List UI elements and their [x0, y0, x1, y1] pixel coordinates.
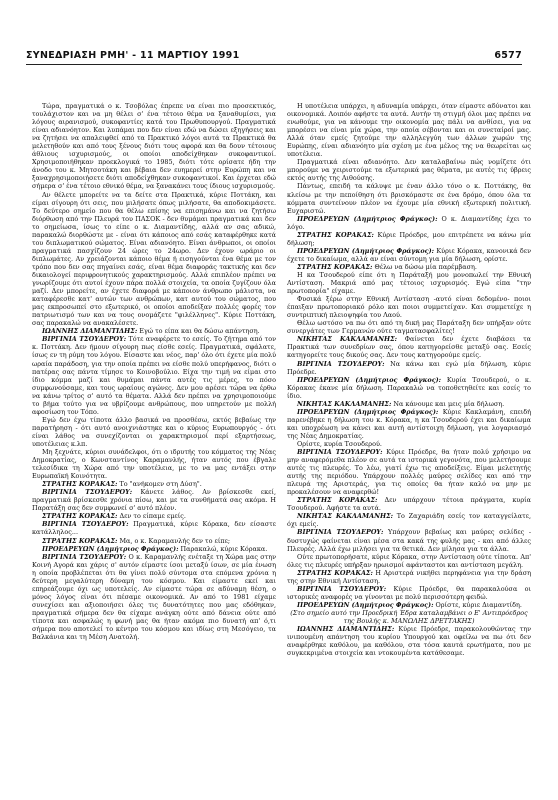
paragraph	[287, 295, 531, 319]
paragraph-text: Ο κ. Διαμαντίδης έχει το λόγο.	[287, 214, 531, 231]
left-column	[32, 102, 276, 782]
session-title: ΣΥΝΕΔΡΙΑΣΗ ΡΜΗ' - 11 ΜΑΡΤΙΟΥ 1991	[26, 50, 240, 61]
paragraph	[287, 512, 531, 528]
speaker-name: ΠΡΟΕΔΡΕΥΩΝ (Δημήτριος Φράγκος):	[297, 246, 435, 255]
paragraph	[287, 231, 531, 247]
right-column	[287, 102, 531, 782]
paragraph-text: Κύριε Πρόεδρε, παρακολουθώντας την ινιπουμένη απάντηση του κυρίου Υπουργού και οφείλω να πω ότι δεν αναφέρθηκε καθόλου, μα καθόλου, στα τόσα καυτά ερωτήματα, που με συγκεκριμένα στοιχεία και ντοκουμέντα κατάθεσαμε.	[287, 625, 531, 658]
header-rule	[26, 64, 522, 65]
paragraph-text: Δεν υπάρχουν τέτοια πράγματα, κυρία Τσουδερού. Αφήστε τα αυτά.	[287, 496, 531, 513]
paragraph-text: Η υποτέλεια υπάρχει, η αδυναμία υπάρχει, όταν είμαστε αδύνατοι και οικονομικά. Λοιπόν αφήστε τα αυτά. Αυτήν τη στιγμή όλοι μας πρέπει να ενωθούμε, για να κάνουμε την οικονομία μας πάλι να ανθίσει, για να μπορέσει να είναι μία χώρα, την οποία σέβονται και οι συνεταίροί μας. Αλλά όταν εμείς ζητούμε την αλληλεγγύη των άλλων χωρών της Ευρώπης, είναι αδιανόητο μία σχέση με ένα μέλος της να θεωρείται ως υποτέλεια.	[287, 102, 531, 159]
speaker-name: ΒΙΡΓΙΝΙΑ ΤΣΟΥΔΕΡΟΥ:	[297, 584, 387, 593]
speaker-name: ΠΡΟΕΔΡΕΥΩΝ (Δημήτριος Φράγκος):	[42, 544, 179, 553]
paragraph	[287, 102, 531, 158]
paragraph-text: Θέλω ωστόσο να πω ότι από τη δική μας Παράταξη δεν υπήρξαν ούτε συνεργάτες των Γερμανών ούτε ταγματασφαλίτες!	[287, 319, 531, 336]
paragraph	[32, 102, 276, 191]
paragraph-text: Φυσικά ξέρω στην Εθνική Αντίσταση -αυτό είναι δεδομένο- ποιοι έπαιξαν πρωτοποριακό ρόλο και ποιοι συμμετείχαν. Και συμμετείχε η συντριπτική πλειοψηφία του Λαού.	[287, 295, 531, 320]
paragraph	[287, 319, 531, 335]
paragraph	[32, 448, 276, 480]
paragraph-text: Εγώ το είπα και θα δώσω απάντηση.	[139, 327, 260, 336]
speaker-name: ΠΡΟΕΔΡΕΥΩΝ (Δημήτριος Φράγκος):	[297, 214, 438, 223]
speaker-name: ΒΙΡΓΙΝΙΑ ΤΣΟΥΔΕΡΟΥ:	[42, 335, 127, 344]
paragraph-text: Κάνετε λάθος. Αν βρίσκεσθε εκεί, πραγματικά βρίσκεσθε χρόνια πίσω, και με τα συνθήματά σας ακόμα. Η Παρατάξη σας δεν συμφωνεί σ' αυτό πλέον.	[32, 488, 276, 513]
speaker-name: ΣΤΡΑΤΗΣ ΚΟΡΑΚΑΣ:	[42, 480, 118, 489]
paragraph	[32, 537, 276, 545]
paragraph-text: Φαίνεται δεν έχετε διαβάσει τα Πρακτικά των συνεδρίων σας, όπου κατηγορείσθε μεταξύ σας. Εσείς κατηγορείτε τους δικούς σας. Δεν τους κατηγορούμε εμείς.	[287, 335, 531, 360]
paragraph-text: Μα, ο κ. Καραμανλής δεν το είπε;	[119, 536, 231, 545]
paragraph-text: Κύριε Πρόεδρε, μου επιτρέπετε να κάνω μία δήλωση;	[287, 230, 531, 247]
paragraph-text: Μη ξεχνάτε, κύριοι συνάδελφοι, ότι ο ιδρυτής του κόμματος της Νέας Δημοκρατίας, ο Κωνσταντίνος Καραμανλής, ήταν αυτός που έβγαλε τελεσίδικα τη Χώρα από την υποτέλεια, με το να μας εντάξει στην Ευρωπαϊκή Κοινότητα.	[32, 448, 276, 481]
paragraph	[287, 553, 531, 569]
speaker-name: ΙΩΑΝΝΗΣ ΔΙΑΜΑΝΤΙΔΗΣ:	[297, 625, 395, 634]
paragraph	[287, 263, 531, 271]
paragraph	[287, 609, 531, 625]
paragraph-text: Θέλω να δώσω μία παρέμβαση.	[374, 262, 477, 271]
paragraph-text: Ούτε πρωτοπορήσατε, κύριε Κόρακα, στην Αντίσταση ούτε τίποτα. Απ' όλες τις πλευρές υπήρξαν ηρωισμοί αφάνταστοι και αντίσταση μεγάλη.	[287, 552, 531, 569]
paragraph	[287, 569, 531, 585]
speaker-name: ΒΙΡΓΙΝΙΑ ΤΣΟΥΔΕΡΟΥ:	[297, 528, 384, 537]
speaker-name: ΒΙΡΓΙΝΙΑ ΤΣΟΥΔΕΡΟΥ:	[42, 488, 133, 497]
paragraph-text: Πραγματικά, κύριε Κόρακα, δεν είσαστε κατάλληλος...	[32, 520, 276, 537]
paragraph-text: Ορίστε, κυρία Τσουδερού.	[297, 439, 382, 448]
paragraph-text: Δεν το είπαμε εμείς.	[119, 512, 186, 521]
paragraph-text: Το Ζαχαριάδη εσείς τον καταγγείλατε, όχι εμείς.	[287, 512, 531, 529]
speaker-name: ΠΡΟΕΔΡΕΥΩΝ (Δημήτριος Φράγκος):	[297, 407, 439, 416]
speaker-name: ΒΙΡΓΙΝΙΑ ΤΣΟΥΔΕΡΟΥ:	[42, 552, 127, 561]
paragraph	[287, 335, 531, 359]
speaker-name: ΠΡΟΕΔΡΕΥΩΝ (Δημήτριος Φράγκος):	[297, 600, 434, 609]
speaker-name: ΒΙΡΓΙΝΙΑ ΤΣΟΥΔΕΡΟΥ:	[297, 359, 385, 368]
speaker-name: ΒΙΡΓΙΝΙΑ ΤΣΟΥΔΕΡΟΥ:	[297, 448, 383, 457]
paragraph	[287, 448, 531, 496]
paragraph	[32, 416, 276, 448]
paragraph-text: Υπάρχουν βεβαίως και μαύρες σελίδες - δυστυχώς φαίνεται είναι μέσα στα κακά της φυλής μας - και από άλλες Πλευρές. Αλλά έχω μιλήσει για τα θετικά. Δεν μίλησα για τα άλλα.	[287, 528, 531, 553]
paragraph	[32, 520, 276, 536]
paragraph	[287, 158, 531, 182]
paragraph-text: Η κα Τσουδερού είπε ότι η Παράταξή μου μονοπωλεί την Εθνική Αντίσταση. Μακριά από μας τέτοιος ισχυρισμός. Εγώ είπα "την πρωτοπορία" είχαμε.	[287, 270, 531, 296]
paragraph	[32, 488, 276, 512]
paragraph	[287, 376, 531, 400]
paragraph-text: Ορίστε, κύριε Διαμαντίδη.	[435, 600, 522, 609]
paragraph-text: Εγώ δεν έχω τίποτα άλλο βασικά να προσθέσω, εκτός βεβαίως την παρατήρηση - ότι αυτό ανοιχνιάστηκε και ο κύριος Ευρωπουργός - ότι είναι λάθος να συνεχίζονται οι χαρακτηρισμοί περί εξαρτήσεως, υποτέλειας κ.λπ.	[32, 415, 276, 448]
speaker-name: ΝΙΚΗΤΑΣ ΚΑΚΛΑΜΑΝΗΣ:	[297, 512, 394, 521]
paragraph-text: Κύριε Πρόεδρε, θα ήταν πολύ χρήσιμο να μην αναφερόμεθα πλέον σε αυτά τα ιστορικά γεγονότα, που μελετήσουμε αυτές τις πλευρές. Το λέω, γιατί έχω τις αποδείξεις. Είμαι μελετητής αυτής της περιόδου. Υπάρχουν πολλές μαύρες σελίδες και από την πλευρά της Αριστεράς, για τις οποίες θα ήταν καλό να μην με προκαλέσουν να αναφερθώ!	[287, 448, 531, 497]
paragraph	[32, 191, 276, 328]
paragraph	[287, 496, 531, 512]
paragraph	[287, 271, 531, 295]
paragraph-text: Να κάνουμε και μεις μία δήλωση.	[393, 399, 505, 408]
paragraph	[32, 335, 276, 415]
paragraph-text: Κύριε Κακλαμάνη, επειδή παρενέβηκε η δήλωση του κ. Κόρακα, η κα Τσουδερού έχει και δικαίωμα και υποχρέωση να κάνει και αυτή αντίστοιχη δήλωση, για λογαριασμό της Νέας Δημοκρατίας.	[287, 407, 531, 440]
paragraph	[287, 601, 531, 609]
paragraph-text: Κύριε Πρόεδρε, θα παρακαλούσα οι ιστορικές αναφορές να γίνονται με πολύ περισσότερη φειδώ.	[287, 584, 531, 601]
speaker-name: ΣΤΡΑΤΗΣ ΚΟΡΑΚΑΣ:	[297, 230, 374, 239]
speaker-name: ΣΤΡΑΤΗΣ ΚΟΡΑΚΑΣ:	[297, 568, 373, 577]
speaker-name: ΣΤΡΑΤΗΣ ΚΟΡΑΚΑΣ:	[297, 496, 378, 505]
paragraph-text: Πραγματικά είναι αδιανόητο. Δεν καταλαβαίνω πώς νομίζετε ότι μπορούμε να χειριστούμε τα εξωτερικά μας θέματα, με αυτές τις ύβρεις εκτός αυτής της Αιθούσης.	[287, 158, 531, 183]
paragraph	[287, 625, 531, 657]
paragraph	[287, 528, 531, 552]
paragraph	[287, 585, 531, 601]
paragraph-text: Η Αριστερά νικήθει περηφάνεια για την δράση της στην Εθνική Αντίσταση.	[287, 568, 531, 585]
speaker-name: ΣΤΡΑΤΗΣ ΚΟΡΑΚΑΣ:	[297, 262, 373, 271]
paragraph-text: Αν θέλετε μπορείτε να τα δείτε στα Πρακτικά, κύριε Ποττάκη, και είμαι σίγουρη ότι σεις, που μιλήσατε όπως μιλήσατε, θα αποδοκιμάσετε. Το δεύτερο σημείο που θα θέλω επίσης να επισημάνω και να ζητήσω διόρθωση από την Πλευρά του ΠΑΣΟΚ - δεν θυμάμαι πραγματικά και δεν το σημείωσα, ίσως το είπε ο κ. Διαμαντίδης, αλλά αν σας αδικώ, παρακαλώ διορθώστε με - είναι ότι κάποιος από εσάς καταφέρθηκε κατά του διπλωματικού σώματος. Είναι αδιανόητο. Είναι άνθρωποι, οι οποίοι πραγματικά πασχίζουν 24 ώρες το 24ωρο. Δεν έχουν ωράριο οι διπλωμάτες. Αν χρειάζονται κάποιο θέμα ή εισηγούνται ένα θέμα με τον τρόπο που δεν σας πηγαίνει εσάς, είναι θέμα διαφοράς τακτικής και δεν δικαιολογεί περιφρονητικούς χαρακτηρισμούς. Αλλά επιπλέον πρέπει να γνωρίζουμε ότι αυτοί έχουν πάρα πολλά στοιχεία, τα οποία ζυγίζουν όλα μαζί. Δεν μπορείτε, αν έχετε διαφορά με κάποιον άνθρωπο μάλιστα, να καταφέρεσθε κατ' αυτών των ανθρώπων, κατ αυτού του σώματος, που μας εκπροσωπεί στο εξωτερικό, οι οποίοι αποδείξαν πολλές φορές τον πατριωτισμό των και να τους ονομάζετε "φιλέλληνες". Κύριε Ποττάκη, σας παρακαλώ να ανακαλέσετε.	[32, 190, 276, 328]
paragraph-text: Κυρία Τσουδερού, ο κ. Κόρακας έκανε μία δήλωση. Παρακαλώ να τοποθετηθείτε και εσείς το ίδιο.	[287, 375, 531, 400]
page-header	[26, 50, 522, 64]
paragraph	[287, 400, 531, 408]
paragraph	[287, 408, 531, 440]
paragraph	[287, 215, 531, 231]
paragraph	[287, 360, 531, 376]
page-number: 6577	[494, 50, 522, 61]
paragraph	[287, 182, 531, 214]
speaker-name: ΣΤΡΑΤΗΣ ΚΟΡΑΚΑΣ:	[42, 536, 118, 545]
paragraph-text: Τώρα, πραγματικά ο κ. Τσοβόλας έπρεπε να είναι πιο προσεκτικός, τουλάχιστον και να μη θέλει σ' ένα τέτοιο θέμα να ξαναθυμίσει, για λόγους αιρανισμού, συκοφαντίες κατά του Πρωθυπουργού. Πραγματικά είναι αδιανόητον. Και λυπάμαι που δεν είναι εδώ να δώσει εξηγήσεις και να ζητήσει να απαλειφθεί από τα Πρακτικό λόγοι αυτά τα Πρακτικά θα μελετηθούν και από τους ξένους διότι τους αφορά και θα δουν τέτοιους άθλιους ισχυρισμούς, οι οποίοι αποδείχθηκαν συκοφαντικοί. Χρησιμοποιήθηκαν προεκλογικά το 1985, διότι τότε ορίσατε ήδη την άνοδο του κ. Μητσοτάκη και βέβαια δεν ευημερεί στην Ευρώπη και να ξαναχρησιμοποιήσετε διότι αποδείχθηκαν συκοφαντικοί. Και έρχεται εδώ σήμερα σ' ένα τέτοιο εθνικό θέμα, να ξανακάνει τους ίδιους ισχυρισμούς.	[32, 102, 276, 191]
paragraph	[287, 247, 531, 263]
paragraph	[32, 553, 276, 642]
paragraph-text: Ο κ. Καραμανλής ενέταξε τη Χώρα μας στην Κοινή Αγορά και χάρις σ' αυτόν είμαστε ίσοι μεταξύ ίσων, σε μία ένωση η οποία προβλέπεται ότι θα γίνει πολύ σύντομα στα επόμενα χρόνια η δεύτερη μεγαλύτερη δύναμη του κόσμου. Και είμαστε εκεί και επηρεάζουμε όχι ως υποτελείς. Αν είμαστε τώρα σε αδύναμη θέση, ο μόνος λόγος είναι ότι πέσαμε οικονομικά. Αν από το 1981 είχαμε συνεχίσει και αξιοποιήσει όλες τις δυνατότητες που μας εδόθηκαν, πραγματικά σήμερα δεν θα είχαμε ανάγκη ούτε από δάνεια ούτε από τίποτα και ασφαλώς η φωνή μας θα ήταν ακόμα πιο δυνατή απ' ό,τι σήμερα που αποτελεί το κέντρο του κόσμου και ιδίως στη Μεσόγειο, τα Βαλκάνια και τη Μέση Ανατολή.	[32, 552, 276, 642]
paragraph-text: Να κάνω και εγώ μία δήλωση, κύριε Πρόεδρε.	[287, 359, 531, 376]
paragraph-text: Τότε αναφέρετε το εσείς. Το ζήτημα από τον κ. Ποττάκη. Δεν ήμουν σίγουρη πως είσθε εσείς. Πραγματικά, σφάλατε, ίσως εν τη ρύμη του λόγου. Είσαστε και νέος, παρ' όλο ότι έχετε μία πολύ ωραία παράδοση, για την οποία πρέπει να είσθε πολύ υπερήφανος, διότι ο πατέρας σας πάντα τίμησε το Κοινοβούλιο. Είχα την τιμή να είμαι στο ίδιο κόμμα μαζί και θυμάμαι πάντα αυτές τις μέρες, το πόσο συμφωνούσαμε, και τους ωραίους αγώνες. Δεν μου αρέσει τώρα να έρθω να κάνω τρίτος σ' αυτό τα θέματα. Αλλά δεν πρέπει να χρησιμοποιούμε το βήμα τούτο για να υβρίζουμε ανθρώπους, που υπηρετούν με πολλή αφοσίωση τον Τόπο.	[32, 335, 276, 416]
paragraph-text: Κύριε Κόρακα, κανονικά δεν έχετε το δικαίωμα, αλλά αν είναι σύντομη για μία δήλωση, ορίστε.	[287, 246, 531, 263]
speaker-name: ΣΤΡΑΤΗΣ ΚΟΡΑΚΑΣ:	[42, 512, 118, 521]
paragraph	[32, 545, 276, 553]
paragraph-text: Παρακαλώ, κύριε Κόρακα.	[180, 544, 268, 553]
paragraph	[287, 440, 531, 448]
paragraph-text: Πάντως, επειδή τα κάλυψε με έναν άλλο τόνο ο κ. Ποττάκης, θα κλείσω με την πεποίθηση ότι βρισκόμαστε σε ένα δρόμο, όπου όλα τα κόμματα συντείνουν πλέον να έχουμε μία εθνική εξωτερική πολιτική. Ευχαριστώ.	[287, 182, 531, 215]
speaker-name: ΝΙΚΗΤΑΣ ΚΑΚΛΑΜΑΝΗΣ:	[297, 335, 398, 344]
speaker-name: ΙΩΑΝΝΗΣ ΔΙΑΜΑΝΤΙΔΗΣ:	[42, 327, 138, 336]
paragraph-text: (Στο σημείο αυτό την Προεδρική Έδρα καταλαμβάνει ο Ε' Αντιπρόεδρος της Βουλής κ. ΜΑΝΩΛΗΣ ΔΡΕΤΤΑΚΗΣ)	[290, 608, 528, 625]
speaker-name: ΝΙΚΗΤΑΣ ΚΑΚΛΑΜΑΝΗΣ:	[297, 399, 392, 408]
paragraph-text: Το "ανήκομεν στη Δύση".	[119, 480, 202, 489]
speaker-name: ΠΡΟΕΔΡΕΥΩΝ (Δημήτριος Φράγκος):	[297, 375, 442, 384]
speaker-name: ΒΙΡΓΙΝΙΑ ΤΣΟΥΔΕΡΟΥ:	[42, 520, 129, 529]
